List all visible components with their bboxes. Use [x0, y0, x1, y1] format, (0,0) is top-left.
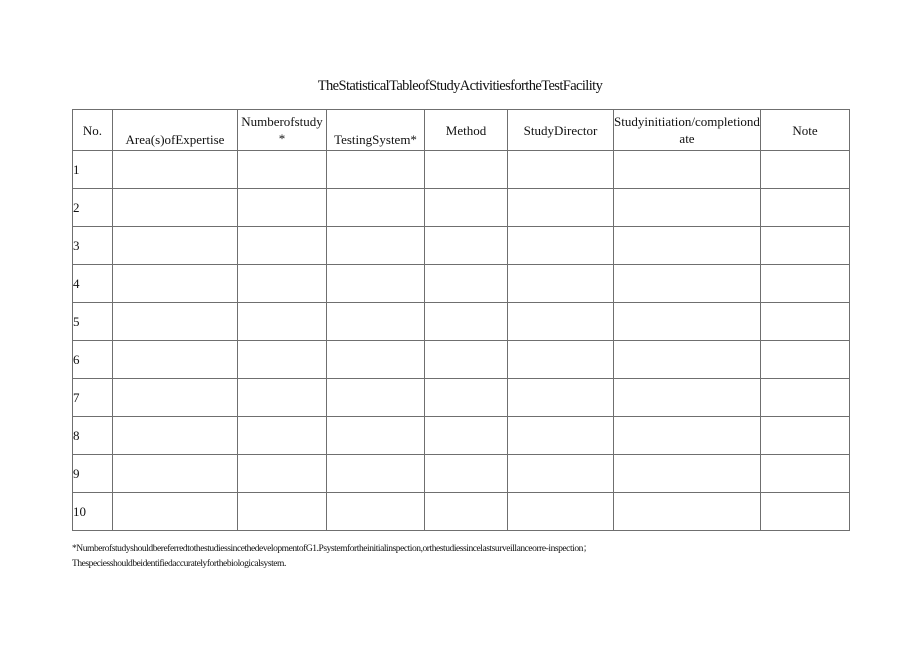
note-cell[interactable] [761, 493, 850, 531]
number-cell[interactable] [238, 265, 327, 303]
note-cell[interactable] [761, 189, 850, 227]
area-cell[interactable] [113, 417, 238, 455]
header-no: No. [73, 110, 113, 151]
header-area-of-expertise: Area(s)ofExpertise [113, 110, 238, 151]
table-row [73, 493, 850, 531]
director-cell[interactable] [508, 379, 614, 417]
header-row [73, 110, 850, 151]
dates-cell[interactable] [614, 189, 761, 227]
area-cell[interactable] [113, 455, 238, 493]
number-cell[interactable] [238, 227, 327, 265]
method-cell[interactable] [425, 379, 508, 417]
director-cell[interactable] [508, 151, 614, 189]
note-cell[interactable] [761, 417, 850, 455]
note-cell[interactable] [761, 227, 850, 265]
header-method: Method [425, 110, 508, 151]
director-cell[interactable] [508, 341, 614, 379]
table-row [73, 265, 850, 303]
method-cell[interactable] [425, 265, 508, 303]
area-cell[interactable] [113, 303, 238, 341]
director-cell[interactable] [508, 189, 614, 227]
method-cell[interactable] [425, 189, 508, 227]
area-cell[interactable] [113, 227, 238, 265]
number-cell[interactable] [238, 417, 327, 455]
dates-cell[interactable] [614, 151, 761, 189]
area-cell[interactable] [113, 341, 238, 379]
row-number: 8 [73, 417, 113, 455]
footnote-line-2: Thespeciesshouldbeidentifiedaccuratelyforthebiologicalsystem. [72, 559, 286, 569]
director-cell[interactable] [508, 303, 614, 341]
row-number: 5 [73, 303, 113, 341]
testing-cell[interactable] [327, 151, 425, 189]
dates-cell[interactable] [614, 265, 761, 303]
note-cell[interactable] [761, 379, 850, 417]
footnote [72, 542, 852, 572]
director-cell[interactable] [508, 227, 614, 265]
testing-cell[interactable] [327, 379, 425, 417]
number-cell[interactable] [238, 151, 327, 189]
dates-cell[interactable] [614, 417, 761, 455]
row-number: 7 [73, 379, 113, 417]
table-row [73, 151, 850, 189]
area-cell[interactable] [113, 189, 238, 227]
method-cell[interactable] [425, 303, 508, 341]
method-cell[interactable] [425, 417, 508, 455]
dates-cell[interactable] [614, 341, 761, 379]
table-row [73, 189, 850, 227]
testing-cell[interactable] [327, 227, 425, 265]
testing-cell[interactable] [327, 341, 425, 379]
row-number: 4 [73, 265, 113, 303]
note-cell[interactable] [761, 151, 850, 189]
row-number: 6 [73, 341, 113, 379]
number-cell[interactable] [238, 455, 327, 493]
testing-cell[interactable] [327, 189, 425, 227]
header-note: Note [761, 110, 850, 151]
director-cell[interactable] [508, 455, 614, 493]
table-row [73, 379, 850, 417]
row-number: 1 [73, 151, 113, 189]
area-cell[interactable] [113, 151, 238, 189]
table-title: TheStatisticalTableofStudyActivitiesfortheTestFacility [317, 78, 603, 94]
table-row [73, 303, 850, 341]
dates-cell[interactable] [614, 227, 761, 265]
statistical-table [72, 109, 850, 531]
row-number: 9 [73, 455, 113, 493]
note-cell[interactable] [761, 455, 850, 493]
footnote-line-1: *NumberofstudyshouldbereferredtothestudiessincethedevelopmentofG1.Psystemfortheinitialinspection,orthestudiessincelastsurveillanceorre-inspection； [72, 544, 592, 554]
table-row [73, 227, 850, 265]
header-study-director: StudyDirector [508, 110, 614, 151]
table-row [73, 341, 850, 379]
note-cell[interactable] [761, 303, 850, 341]
testing-cell[interactable] [327, 417, 425, 455]
dates-cell[interactable] [614, 455, 761, 493]
dates-cell[interactable] [614, 493, 761, 531]
method-cell[interactable] [425, 455, 508, 493]
table-row [73, 455, 850, 493]
header-testing-system: TestingSystem* [327, 110, 425, 151]
area-cell[interactable] [113, 379, 238, 417]
number-cell[interactable] [238, 379, 327, 417]
note-cell[interactable] [761, 265, 850, 303]
number-cell[interactable] [238, 303, 327, 341]
dates-cell[interactable] [614, 303, 761, 341]
row-number: 10 [73, 493, 113, 531]
number-cell[interactable] [238, 493, 327, 531]
number-cell[interactable] [238, 341, 327, 379]
note-cell[interactable] [761, 341, 850, 379]
method-cell[interactable] [425, 341, 508, 379]
header-initiation-completion-date: Studyinitiation/completiondate [614, 110, 761, 151]
method-cell[interactable] [425, 151, 508, 189]
director-cell[interactable] [508, 417, 614, 455]
area-cell[interactable] [113, 265, 238, 303]
area-cell[interactable] [113, 493, 238, 531]
testing-cell[interactable] [327, 455, 425, 493]
dates-cell[interactable] [614, 379, 761, 417]
testing-cell[interactable] [327, 493, 425, 531]
director-cell[interactable] [508, 265, 614, 303]
method-cell[interactable] [425, 493, 508, 531]
number-cell[interactable] [238, 189, 327, 227]
header-number-of-study: Numberofstudy* [238, 110, 327, 151]
table-row [73, 417, 850, 455]
method-cell[interactable] [425, 227, 508, 265]
row-number: 2 [73, 189, 113, 227]
row-number: 3 [73, 227, 113, 265]
testing-cell[interactable] [327, 265, 425, 303]
director-cell[interactable] [508, 493, 614, 531]
testing-cell[interactable] [327, 303, 425, 341]
